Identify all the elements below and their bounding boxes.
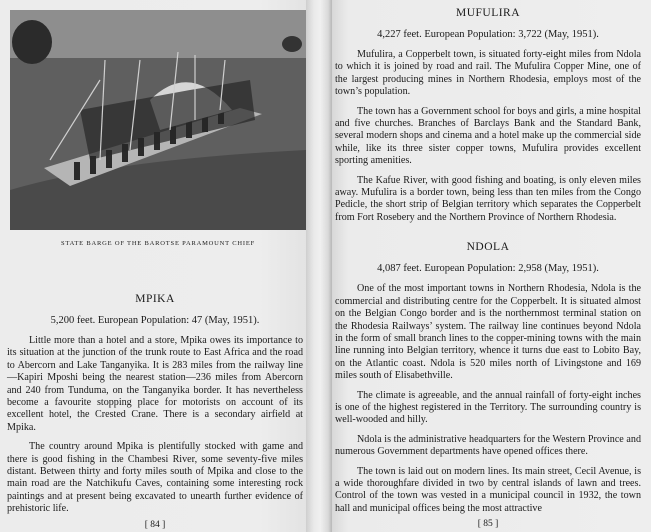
paragraph: Ndola is the administrative headquarters for the Western Province and numerous Government departments have opened offices there. <box>335 433 641 458</box>
section-subtitle-mpika: 5,200 feet. European Population: 47 (May, 1951). <box>50 315 260 326</box>
paragraph: One of the most important towns in Northern Rhodesia, Ndola is the commercial and distributing centre for the Copperbelt. It is situated almost on the Belgian Congo border and is the northernmost terminal station on the Rhodesia Railways’ system. The railway line continues beyond Ndola in the form of small branch lines to the copper-mining towns with the main line running into Belgian territory, whence it turns due east to Lobito Bay, on the Atlantic coast. Ndola is 520 miles north of Livingstone and 169 miles south of Elisabethville. <box>335 283 641 382</box>
paragraph: Mufulira, a Copperbelt town, is situated forty-eight miles from Ndola to which it is joined by road and rail. The Mufulira Copper Mine, one of the largest producing mines in Northern Rhodesia, employs most of the town’s population. <box>335 49 641 98</box>
left-text-column <box>7 292 303 531</box>
section-title-ndola: NDOLA <box>466 241 510 254</box>
book-gutter <box>306 0 332 532</box>
photo-caption: STATE BARGE OF THE BAROTSE PARAMOUNT CHIEF <box>60 240 256 247</box>
section-title-mpika: MPIKA <box>135 293 175 305</box>
page-number: [ 85 ] <box>477 519 499 530</box>
section-title-mufulira: MUFULIRA <box>455 7 521 19</box>
paragraph: Little more than a hotel and a store, Mpika owes its importance to its situation at the junction of the trunk route to East Africa and the road to Abercorn and Lake Tanganyika. It is 283 miles from the railway line—Kapiri Mposhi being the nearest station—236 miles from Abercorn and 240 from Tunduma, on the Tanganyika border. It has nevertheless become a favourite stopping place for motorists on account of its excellent hotel, the Crested Crane. There is a secondary airfield at Mpika. <box>7 335 303 433</box>
barge-photo-illustration <box>10 10 306 230</box>
section-subtitle-mufulira: 4,227 feet. European Population: 3,722 (May, 1951). <box>377 29 599 40</box>
page-number: [ 84 ] <box>144 519 166 530</box>
paragraph: The Kafue River, with good fishing and boating, is only eleven miles away. Mufulira is a border town, being less than ten miles from the Congo Pedicle, the short strip of Belgian territory which separates the Copperbelt from Fort Rosebery and the Northern Province of Northern Rhodesia. <box>335 174 641 223</box>
paragraph: The country around Mpika is plentifully stocked with game and there is good fishing in the Chambesi River, some seventy-five miles distant. Between thirty and forty miles south of Mpika and close to the main road are the Natchikufu Caves, containing some interesting rock paintings and at present being excavated to unearth further evidence of prehistoric life. <box>7 441 303 515</box>
paragraph: The climate is agreeable, and the annual rainfall of forty-eight inches is one of the highest registered in the Territory. The surrounding country is well-wooded and hilly. <box>335 389 641 426</box>
barge-photo <box>10 10 306 230</box>
paragraph: The town has a Government school for boys and girls, a mine hospital and five churches. Branches of Barclays Bank and the Standard Bank, several modern shops and cinema and a hotel make up the commercial side while, like its three sister copper towns, Mufulira provides excellent sporting amenities. <box>335 105 641 167</box>
right-page <box>332 0 651 532</box>
left-page <box>0 0 306 532</box>
right-text-column <box>335 6 641 530</box>
paragraph: The town is laid out on modern lines. Its main street, Cecil Avenue, is a wide thoroughfare divided in two by central islands of lawn and trees. Control of the town was vested in a municipal council in 1932, the town hall and municipal offices being the most attractive <box>335 465 641 514</box>
section-subtitle-ndola: 4,087 feet. European Population: 2,958 (May, 1951). <box>377 263 599 275</box>
